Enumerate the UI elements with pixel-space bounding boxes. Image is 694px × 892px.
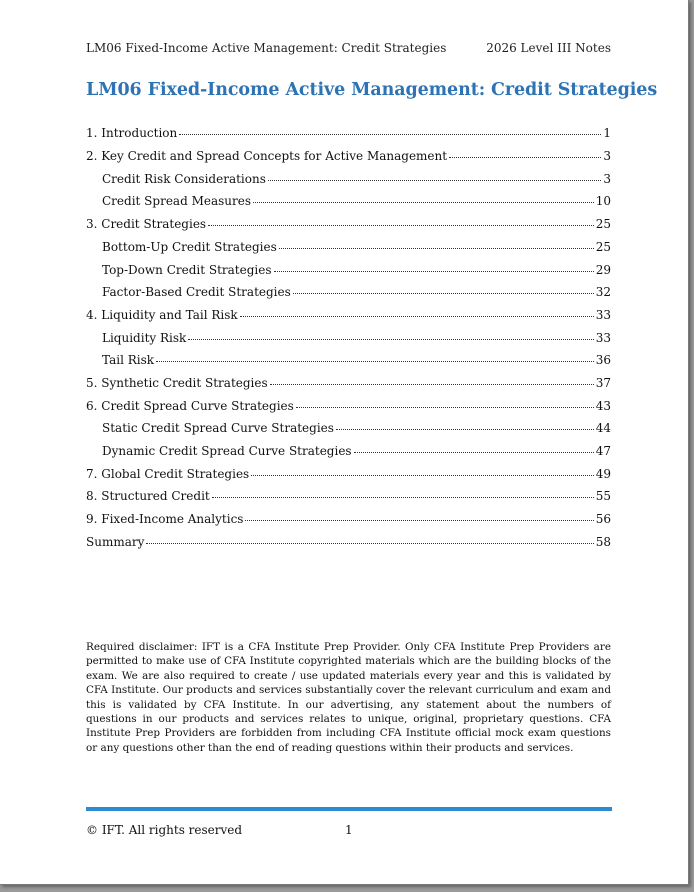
toc-entry-title: Static Credit Spread Curve Strategies <box>102 421 334 436</box>
toc-entry-title: 9. Fixed-Income Analytics <box>86 512 244 527</box>
running-header-title: LM06 Fixed-Income Active Management: Credit Strategies <box>86 41 447 55</box>
toc-dot-leader <box>212 486 594 498</box>
toc-entry-title: Credit Spread Measures <box>102 194 251 209</box>
toc-entry-page: 43 <box>595 398 611 413</box>
toc-entry-page: 29 <box>595 262 611 277</box>
toc-entry[interactable] <box>86 148 611 171</box>
toc-dot-leader <box>251 463 594 475</box>
toc-dot-leader <box>146 531 593 543</box>
toc-entry-page: 1 <box>603 126 611 141</box>
toc-entry[interactable] <box>86 511 611 534</box>
toc-entry[interactable] <box>86 329 611 352</box>
toc-dot-leader <box>188 327 593 339</box>
toc-entry[interactable] <box>86 193 611 216</box>
footer-page-number: 1 <box>345 823 353 837</box>
toc-entry-title: Credit Risk Considerations <box>102 171 266 186</box>
toc-entry[interactable] <box>86 443 611 466</box>
toc-dot-leader <box>354 441 594 453</box>
toc-dot-leader <box>336 418 594 430</box>
toc-entry-title: 2. Key Credit and Spread Concepts for Active Management <box>86 149 448 164</box>
toc-entry[interactable] <box>86 238 611 261</box>
toc-entry-page: 25 <box>595 217 611 232</box>
toc-entry[interactable] <box>86 216 611 239</box>
toc-entry[interactable] <box>86 125 611 148</box>
toc-entry-page: 3 <box>603 171 611 186</box>
toc-dot-leader <box>253 191 594 203</box>
toc-entry-page: 49 <box>595 466 611 481</box>
toc-entry-page: 44 <box>595 421 611 436</box>
toc-entry-title: 8. Structured Credit <box>86 489 210 504</box>
footer-copyright: © IFT. All rights reserved <box>86 823 243 837</box>
toc-dot-leader <box>449 146 601 158</box>
toc-dot-leader <box>293 282 594 294</box>
toc-entry-title: 4. Liquidity and Tail Risk <box>86 307 238 322</box>
toc-entry-page: 58 <box>595 534 611 549</box>
toc-dot-leader <box>208 214 594 226</box>
toc-entry[interactable] <box>86 420 611 443</box>
toc-entry-page: 33 <box>595 307 611 322</box>
page-title: LM06 Fixed-Income Active Management: Credit Strategies <box>86 80 658 100</box>
toc-entry-title: Bottom-Up Credit Strategies <box>102 239 277 254</box>
running-header-notes: 2026 Level III Notes <box>486 41 611 55</box>
toc-entry-page: 56 <box>595 512 611 527</box>
toc-entry-title: 3. Credit Strategies <box>86 217 207 232</box>
toc-entry-title: Liquidity Risk <box>102 330 187 345</box>
toc-entry-page: 37 <box>595 375 611 390</box>
toc-entry-title: Tail Risk <box>102 353 155 368</box>
toc-entry[interactable] <box>86 352 611 375</box>
toc-dot-leader <box>279 236 594 248</box>
toc-dot-leader <box>156 350 594 362</box>
toc-entry-title: Dynamic Credit Spread Curve Strategies <box>102 444 352 459</box>
toc-dot-leader <box>296 395 594 407</box>
toc-entry-page: 25 <box>595 239 611 254</box>
toc-dot-leader <box>179 123 601 135</box>
toc-entry-title: 7. Global Credit Strategies <box>86 466 250 481</box>
toc-dot-leader <box>274 259 594 271</box>
toc-entry-page: 55 <box>595 489 611 504</box>
toc-dot-leader <box>240 305 594 317</box>
disclaimer-text: Required disclaimer: IFT is a CFA Institute Prep Provider. Only CFA Institute Prep Providers are permitted to make use of CFA Institute copyrighted materials which are the building blocks of the exam. We are also required to create / use updated materials every year and this is validated by CFA Institute. Our products and services substantially cover the relevant curriculum and exam and this is validated by CFA Institute. In our advertising, any statement about the numbers of questions in our products and services relates to unique, original, proprietary questions. CFA Institute Prep Providers are forbidden from including CFA Institute official mock exam questions or any questions other than the end of reading questions within their products and services. <box>86 641 611 754</box>
toc-entry-page: 32 <box>595 285 611 300</box>
toc-dot-leader <box>245 509 593 521</box>
toc-entry[interactable] <box>86 465 611 488</box>
toc-entry-title: 5. Synthetic Credit Strategies <box>86 375 268 390</box>
toc-entry[interactable] <box>86 284 611 307</box>
toc-entry-page: 33 <box>595 330 611 345</box>
toc-entry[interactable] <box>86 488 611 511</box>
toc-entry[interactable] <box>86 261 611 284</box>
toc-entry-title: Summary <box>86 534 145 549</box>
toc-entry-page: 36 <box>595 353 611 368</box>
table-of-contents <box>86 125 611 556</box>
toc-entry[interactable] <box>86 170 611 193</box>
footer-divider <box>86 807 612 811</box>
toc-entry[interactable] <box>86 307 611 330</box>
toc-dot-leader <box>270 373 594 385</box>
toc-entry[interactable] <box>86 375 611 398</box>
toc-entry-title: 1. Introduction <box>86 126 178 141</box>
toc-entry-title: Factor-Based Credit Strategies <box>102 285 291 300</box>
toc-entry[interactable] <box>86 397 611 420</box>
toc-entry[interactable] <box>86 533 611 556</box>
toc-entry-title: Top-Down Credit Strategies <box>102 262 272 277</box>
toc-entry-page: 3 <box>603 149 611 164</box>
toc-entry-page: 10 <box>595 194 611 209</box>
toc-entry-page: 47 <box>595 444 611 459</box>
toc-dot-leader <box>268 168 601 180</box>
toc-entry-title: 6. Credit Spread Curve Strategies <box>86 398 294 413</box>
